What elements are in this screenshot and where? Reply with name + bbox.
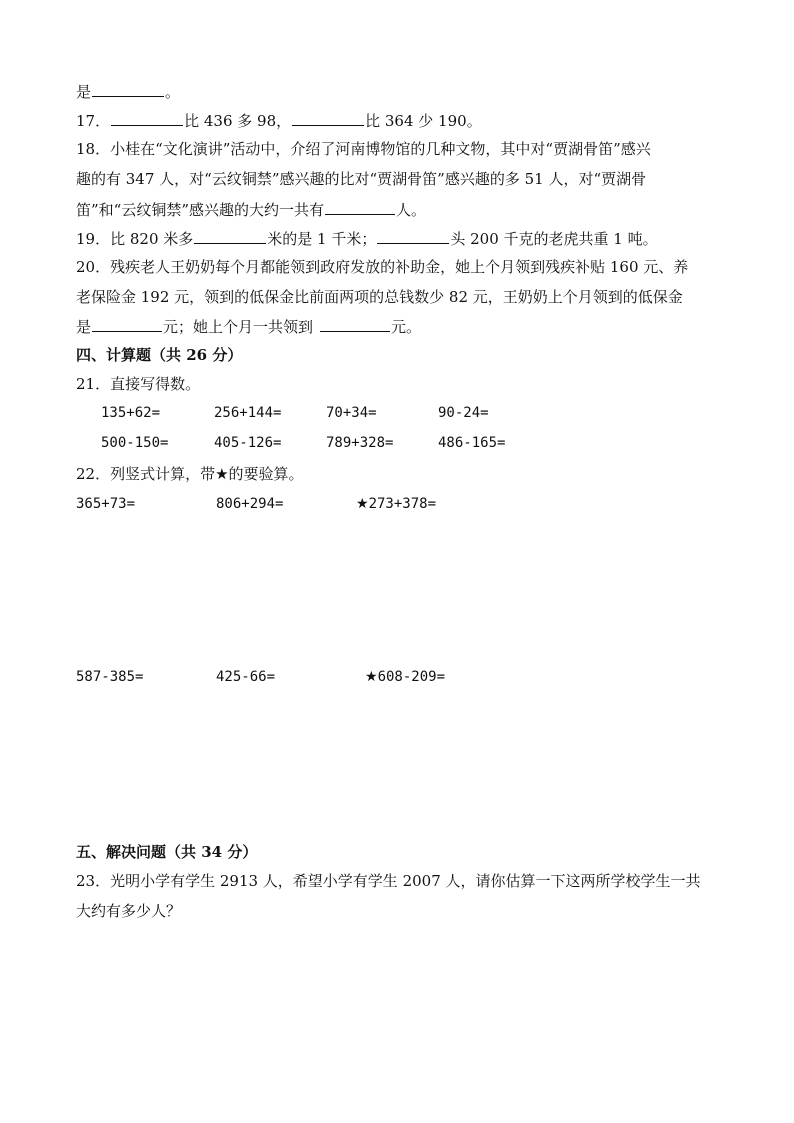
q21-item: 135+62= — [101, 405, 161, 421]
q20-text: 是 — [76, 318, 92, 336]
q19-text: 19．比 820 米多 — [76, 230, 194, 248]
star-icon: ★ — [215, 465, 229, 483]
q19-text-mid: 米的是 1 千米； — [267, 230, 377, 248]
q18-line-1: 18．小桂在“文化演讲”活动中，介绍了河南博物馆的几种文物，其中对“贾湖骨笛”感兴 — [76, 140, 651, 158]
q20-line-2: 老保险金 192 元，领到的低保金比前面两项的总钱数少 82 元，王奶奶上个月领到的低保金 — [76, 288, 683, 306]
answer-blank[interactable] — [92, 317, 162, 332]
answer-blank[interactable] — [377, 229, 449, 244]
star-icon: ★ — [365, 669, 378, 685]
answer-blank[interactable] — [194, 229, 266, 244]
q20-text-end: 元。 — [391, 318, 422, 336]
q22-item-starred — [356, 495, 436, 513]
q21-item: 70+34= — [326, 405, 377, 421]
q21-item: 789+328= — [326, 435, 394, 451]
section-5-heading: 五、解决问题（共 34 分） — [76, 843, 258, 861]
q20-line-3 — [76, 317, 726, 336]
q20-text-mid: 元；她上个月一共领到 — [163, 318, 314, 336]
answer-blank[interactable] — [325, 200, 395, 215]
q18-text: 笛”和“云纹铜禁”感兴趣的大约一共有 — [76, 201, 325, 219]
q17-text-end: 比 364 少 190。 — [365, 112, 482, 130]
star-icon: ★ — [356, 496, 369, 512]
q22-item: 587-385= — [76, 669, 144, 685]
q22-item-text: 608-209= — [377, 669, 445, 685]
q18-line-2: 趣的有 347 人，对“云纹铜禁”感兴趣的比对“贾湖骨笛”感兴趣的多 51 人，对“贾湖骨 — [76, 170, 647, 188]
q19-text-end: 头 200 千克的老虎共重 1 吨。 — [450, 230, 658, 248]
question-17 — [76, 111, 726, 130]
q21-title: 21．直接写得数。 — [76, 375, 201, 393]
answer-blank[interactable] — [92, 82, 164, 97]
q16-prefix: 是 — [76, 83, 92, 101]
q22-item: 806+294= — [216, 496, 284, 512]
question-19 — [76, 229, 726, 248]
answer-blank[interactable] — [292, 111, 364, 126]
q18-line-3 — [76, 200, 726, 219]
q22-title-text-end: 的要验算。 — [228, 465, 304, 483]
q22-title — [76, 465, 726, 483]
q22-title-text: 22．列竖式计算，带 — [76, 465, 216, 483]
q22-item-starred — [365, 668, 445, 686]
q22-item: 425-66= — [216, 669, 276, 685]
q16-continuation — [76, 82, 726, 101]
q23-line-2: 大约有多少人？ — [76, 902, 182, 920]
q23-line-1: 23．光明小学有学生 2913 人，希望小学有学生 2007 人，请你估算一下这两所学校学生一共 — [76, 872, 701, 890]
q17-text: 比 436 多 98， — [184, 112, 292, 130]
q21-item: 405-126= — [214, 435, 282, 451]
q21-item: 90-24= — [438, 405, 489, 421]
q22-item: 365+73= — [76, 496, 136, 512]
q16-suffix: 。 — [165, 83, 181, 101]
q21-item: 256+144= — [214, 405, 282, 421]
section-4-heading: 四、计算题（共 26 分） — [76, 346, 243, 364]
q17-number: 17． — [76, 112, 111, 130]
answer-blank[interactable] — [320, 317, 390, 332]
q21-item: 500-150= — [101, 435, 169, 451]
q21-item: 486-165= — [438, 435, 506, 451]
q20-line-1: 20．残疾老人王奶奶每个月都能领到政府发放的补助金，她上个月领到残疾补贴 160 元、养 — [76, 258, 689, 276]
answer-blank[interactable] — [111, 111, 183, 126]
q22-item-text: 273+378= — [368, 496, 436, 512]
q18-text-end: 人。 — [396, 201, 427, 219]
